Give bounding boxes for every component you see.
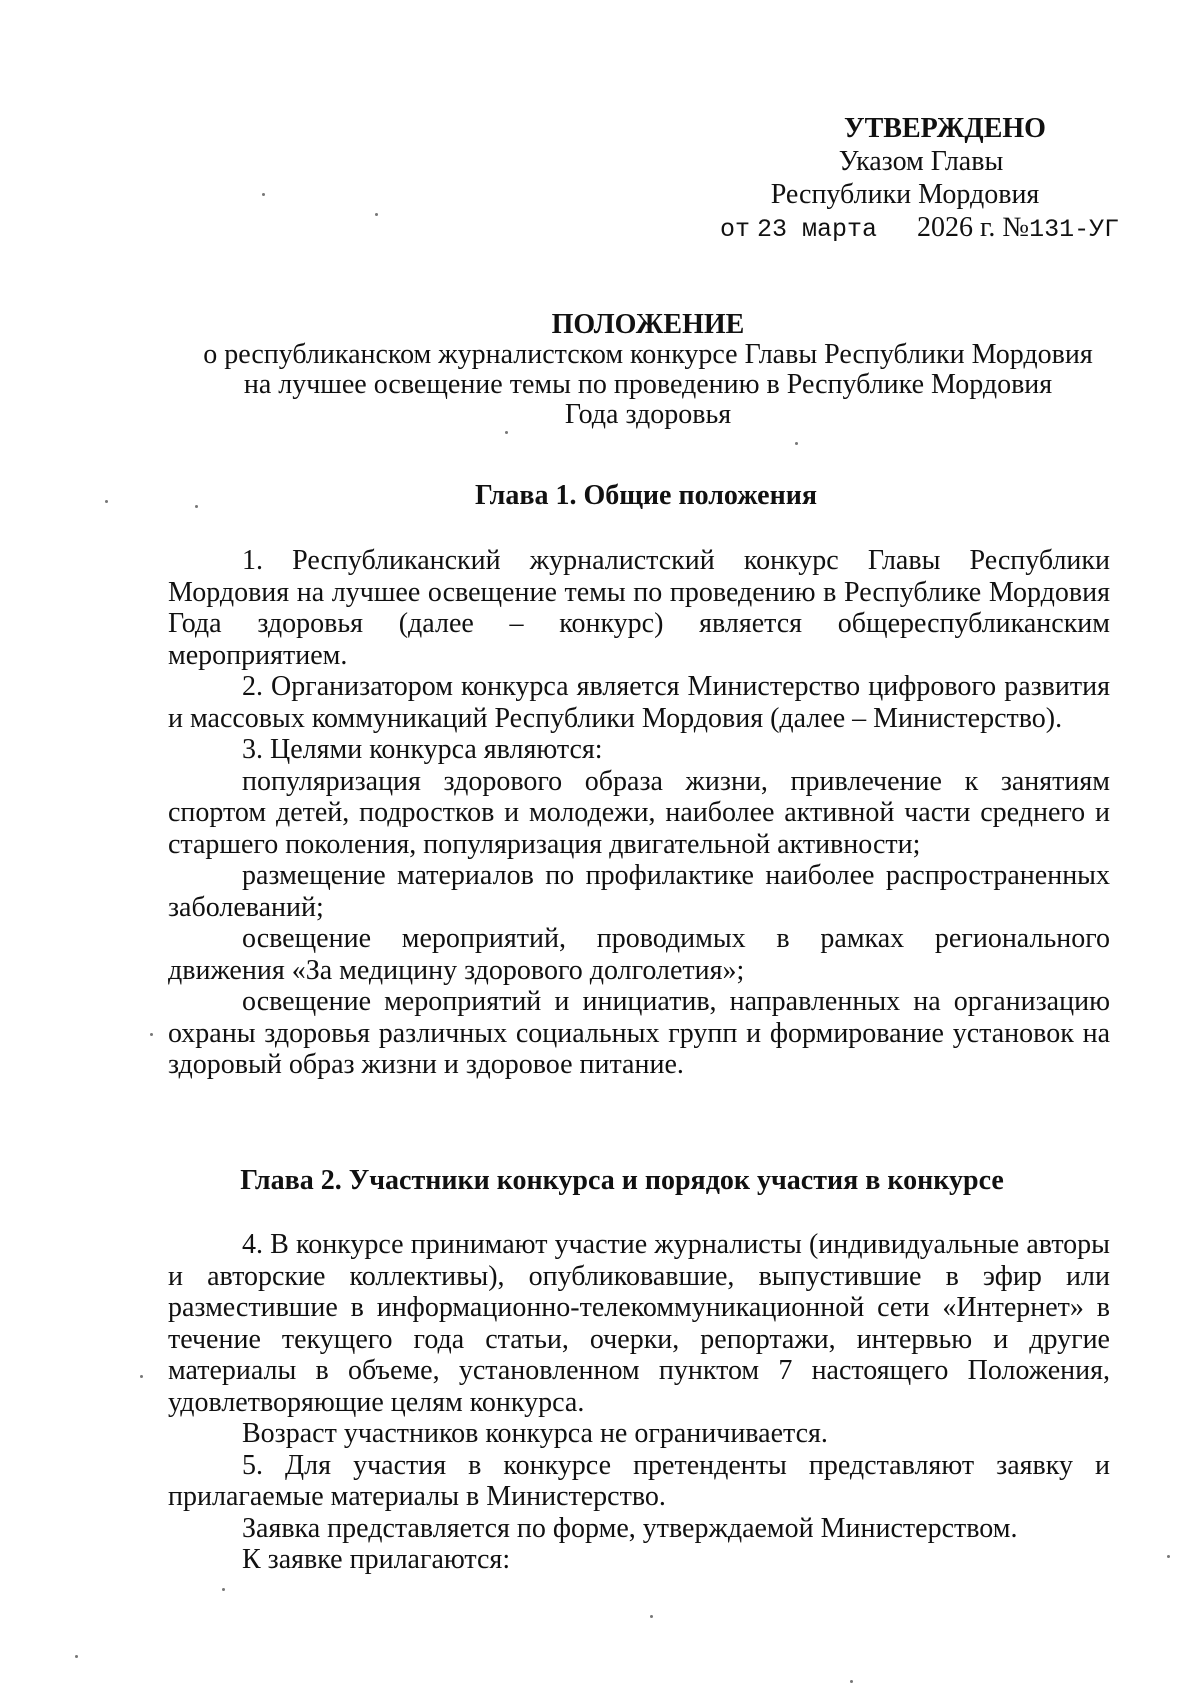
form-note: Заявка представляется по форме, утверждаемой Министерством. [242,1512,1018,1544]
document-title-block [150,310,1146,430]
goal-4: освещение мероприятий и инициатив, направленных на организацию охраны здоровья различных социальных групп и формирование установок на здоровый образ жизни и здоровое питание. [168,986,1110,1080]
goal-2: размещение материалов по профилактике наиболее распространенных заболеваний; [168,860,1110,923]
paragraph-5: 5. Для участия в конкурсе претенденты представляют заявку и прилагаемые материалы в Министерство. [168,1449,1110,1512]
approval-heading: УТВЕРЖДЕНО [844,113,1046,144]
document-subtitle-line3: Года здоровья [564,399,732,430]
approval-number: 131-УГ [1029,215,1120,244]
paragraph-2: 2. Организатором конкурса является Министерство цифрового развития и массовых коммуникаций Республики Мордовия (далее – Министерство). [168,671,1110,734]
paragraph-1: 1. Республиканский журналистский конкурс Главы Республики Мордовия на лучшее освещение темы по проведению в Республике Мордовия Года здоровья (далее – конкурс) является общереспубликанским мероприятием. [168,545,1110,671]
chapter2-body [168,1229,1110,1576]
document-subtitle-line2: на лучшее освещение темы по проведению в Республике Мордовия [243,369,1053,400]
paragraph-4: 4. В конкурсе принимают участие журналисты (индивидуальные авторы и авторские коллективы), опубликовавшие, выпустившие в эфир или разместившие в информационно-телекоммуникационной сети «Интернет» в течение текущего года статьи, очерки, репортажи, интервью и другие материалы в объеме, установленном пунктом 7 настоящего Положения, удовлетворяющие целям конкурса. [168,1229,1110,1418]
approval-date: 23 марта [757,215,878,244]
approval-decree: Указом Главы [838,146,1004,177]
attachments-intro: К заявке прилагаются: [242,1544,511,1575]
approval-date-prefix: от [720,215,751,244]
approval-year: 2026 г. № [917,212,1030,243]
chapter1-body [168,545,1110,1081]
approval-date-line [720,211,1119,246]
goal-3: освещение мероприятий, проводимых в рамках регионального движения «За медицину здорового долголетия»; [168,923,1110,986]
goal-1: популяризация здорового образа жизни, привлечение к занятиям спортом детей, подростков и молодежи, наиболее активной части среднего и старшего поколения, популяризация двигательной активности; [168,765,1110,860]
document-subtitle-line1: о республиканском журналистском конкурсе Главы Республики Мордовия [203,339,1093,370]
chapter1-heading: Глава 1. Общие положения [474,480,817,511]
approval-republic: Республики Мордовия [770,179,1040,210]
document-title: ПОЛОЖЕНИЕ [551,309,745,340]
age-note: Возраст участников конкурса не ограничивается. [242,1418,828,1449]
chapter2-heading: Глава 2. Участники конкурса и порядок участия в конкурсе [240,1165,1004,1196]
paragraph-3: 3. Целями конкурса являются: [242,734,603,765]
approval-block [690,112,1150,244]
